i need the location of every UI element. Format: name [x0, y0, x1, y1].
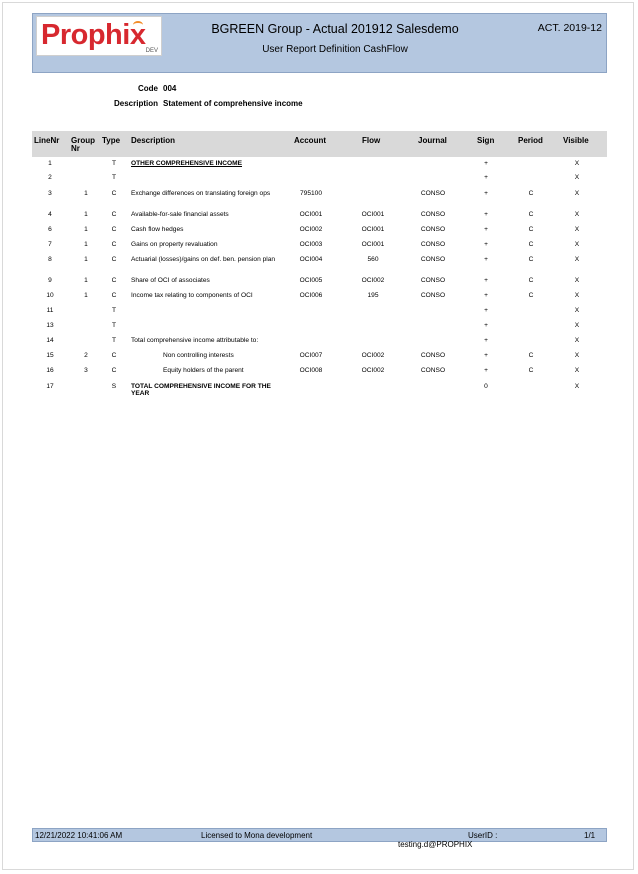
cell-linenr: 17 — [46, 383, 54, 390]
footer-userid-label: UserID : — [468, 831, 498, 840]
col-journal: Journal — [418, 136, 447, 145]
cell-journal: CONSO — [420, 241, 446, 248]
col-type: Type — [102, 136, 121, 145]
cell-linenr: 10 — [46, 292, 54, 299]
logo-text: Prophix — [41, 19, 146, 51]
cell-description: OTHER COMPREHENSIVE INCOME — [131, 160, 243, 167]
cell-period: C — [528, 226, 534, 233]
col-account: Account — [294, 136, 326, 145]
cell-account: OCI007 — [299, 352, 323, 359]
cell-visible: X — [574, 256, 580, 263]
cell-period: C — [528, 277, 534, 284]
cell-flow: OCI002 — [361, 367, 385, 374]
footer-timestamp: 12/21/2022 10:41:06 AM — [35, 831, 123, 840]
cell-journal: CONSO — [420, 190, 446, 197]
cell-account: 795100 — [299, 190, 322, 197]
cell-visible: X — [574, 322, 580, 329]
cell-type: C — [111, 367, 117, 374]
cell-visible: X — [574, 307, 580, 314]
cell-period: C — [528, 256, 534, 263]
cell-visible: X — [574, 383, 580, 390]
cell-account: OCI006 — [299, 292, 323, 299]
cell-journal: CONSO — [420, 292, 446, 299]
cell-linenr: 4 — [48, 211, 52, 218]
cell-groupnr: 1 — [84, 241, 88, 248]
cell-visible: X — [574, 174, 580, 181]
cell-visible: X — [574, 241, 580, 248]
cell-linenr: 1 — [48, 160, 52, 167]
cell-account: OCI008 — [299, 367, 323, 374]
cell-type: C — [111, 241, 117, 248]
cell-type: T — [111, 337, 117, 344]
cell-description: Available-for-sale financial assets — [131, 211, 229, 218]
description-value: Statement of comprehensive income — [163, 99, 303, 108]
cell-groupnr: 1 — [84, 277, 88, 284]
cell-flow: OCI001 — [361, 226, 385, 233]
description-label: Description — [113, 99, 158, 108]
cell-period: C — [528, 211, 534, 218]
cell-sign: + — [484, 337, 488, 344]
cell-linenr: 6 — [48, 226, 52, 233]
cell-type: S — [111, 383, 117, 390]
prophix-logo — [36, 16, 162, 56]
cell-description: Gains on property revaluation — [131, 241, 218, 248]
cell-description: Total comprehensive income attributable to: — [131, 337, 259, 344]
cell-visible: X — [574, 352, 580, 359]
cell-type: C — [111, 211, 117, 218]
cell-sign: + — [484, 322, 488, 329]
cell-sign: + — [484, 160, 488, 167]
cell-description: Income tax relating to components of OCI — [131, 292, 253, 299]
cell-type: T — [111, 322, 117, 329]
cell-linenr: 14 — [46, 337, 54, 344]
cell-sign: + — [484, 190, 488, 197]
cell-linenr: 13 — [46, 322, 54, 329]
code-value: 004 — [163, 84, 177, 93]
cell-linenr: 11 — [46, 307, 54, 314]
cell-period: C — [528, 241, 534, 248]
col-period: Period — [518, 136, 543, 145]
cell-type: T — [111, 160, 117, 167]
cell-period: C — [528, 292, 534, 299]
report-subtitle: User Report Definition CashFlow — [262, 44, 408, 55]
cell-linenr: 16 — [46, 367, 54, 374]
footer-userid-value: testing.d@PROPHIX — [398, 840, 473, 849]
cell-groupnr: 1 — [84, 190, 88, 197]
cell-sign: 0 — [484, 383, 488, 390]
cell-type: C — [111, 292, 117, 299]
cell-linenr: 2 — [48, 174, 52, 181]
footer-license: Licensed to Mona development — [201, 831, 313, 840]
cell-description: Cash flow hedges — [131, 226, 184, 233]
cell-sign: + — [484, 277, 488, 284]
cell-sign: + — [484, 352, 488, 359]
cell-sign: + — [484, 174, 488, 181]
report-period: ACT. 2019-12 — [537, 22, 602, 34]
cell-flow: OCI001 — [361, 241, 385, 248]
cell-flow: OCI002 — [361, 277, 385, 284]
cell-account: OCI004 — [299, 256, 323, 263]
cell-sign: + — [484, 307, 488, 314]
col-flow: Flow — [362, 136, 381, 145]
cell-visible: X — [574, 226, 580, 233]
col-groupnr: Group Nr — [71, 136, 95, 153]
cell-sign: + — [484, 226, 488, 233]
code-label: Code — [138, 84, 158, 93]
cell-sign: + — [484, 211, 488, 218]
cell-description: Equity holders of the parent — [163, 367, 244, 374]
cell-groupnr: 1 — [84, 226, 88, 233]
cell-description: Non controlling interests — [163, 352, 234, 359]
cell-description: Share of OCI of associates — [131, 277, 210, 284]
cell-journal: CONSO — [420, 277, 446, 284]
report-footer — [32, 828, 607, 849]
cell-visible: X — [574, 211, 580, 218]
cell-linenr: 9 — [48, 277, 52, 284]
cell-type: T — [111, 174, 117, 181]
cell-description: TOTAL COMPREHENSIVE INCOME FOR THE YEAR — [131, 383, 271, 397]
cell-type: C — [111, 190, 117, 197]
cell-groupnr: 1 — [84, 256, 88, 263]
cell-visible: X — [574, 292, 580, 299]
cell-visible: X — [574, 277, 580, 284]
cell-type: C — [111, 277, 117, 284]
cell-period: C — [528, 190, 534, 197]
cell-journal: CONSO — [420, 211, 446, 218]
cell-groupnr: 2 — [84, 352, 88, 359]
cell-type: T — [111, 307, 117, 314]
cell-visible: X — [574, 367, 580, 374]
cell-period: C — [528, 367, 534, 374]
cell-flow: 560 — [367, 256, 379, 263]
cell-linenr: 15 — [46, 352, 54, 359]
col-sign: Sign — [477, 136, 495, 145]
cell-journal: CONSO — [420, 352, 446, 359]
col-description: Description — [131, 136, 176, 145]
cell-account: OCI001 — [299, 211, 323, 218]
cell-description: Exchange differences on translating foreign ops — [131, 190, 271, 197]
cell-sign: + — [484, 292, 488, 299]
cell-linenr: 7 — [48, 241, 52, 248]
cell-sign: + — [484, 367, 488, 374]
logo-tag: DEV — [145, 48, 158, 54]
cell-linenr: 3 — [48, 190, 52, 197]
cell-type: C — [111, 256, 117, 263]
cell-account: OCI002 — [299, 226, 323, 233]
cell-account: OCI003 — [299, 241, 323, 248]
cell-flow: 195 — [367, 292, 379, 299]
cell-groupnr: 3 — [84, 367, 88, 374]
col-visible: Visible — [563, 136, 589, 145]
cell-visible: X — [574, 190, 580, 197]
footer-page: 1/1 — [584, 831, 596, 840]
cell-journal: CONSO — [420, 367, 446, 374]
report-title: BGREEN Group - Actual 201912 Salesdemo — [211, 22, 459, 36]
col-linenr: LineNr — [34, 136, 60, 145]
cell-groupnr: 1 — [84, 292, 88, 299]
cell-description: Actuarial (losses)/gains on def. ben. pension plan — [131, 256, 276, 263]
cell-visible: X — [574, 160, 580, 167]
cell-journal: CONSO — [420, 256, 446, 263]
cell-groupnr: 1 — [84, 211, 88, 218]
cell-visible: X — [574, 337, 580, 344]
cell-flow: OCI001 — [361, 211, 385, 218]
cell-sign: + — [484, 256, 488, 263]
cell-flow: OCI002 — [361, 352, 385, 359]
cell-sign: + — [484, 241, 488, 248]
cell-type: C — [111, 226, 117, 233]
cell-journal: CONSO — [420, 226, 446, 233]
cell-account: OCI005 — [299, 277, 323, 284]
cell-type: C — [111, 352, 117, 359]
cell-linenr: 8 — [48, 256, 52, 263]
logo-swoosh-icon — [133, 21, 143, 29]
cell-period: C — [528, 352, 534, 359]
